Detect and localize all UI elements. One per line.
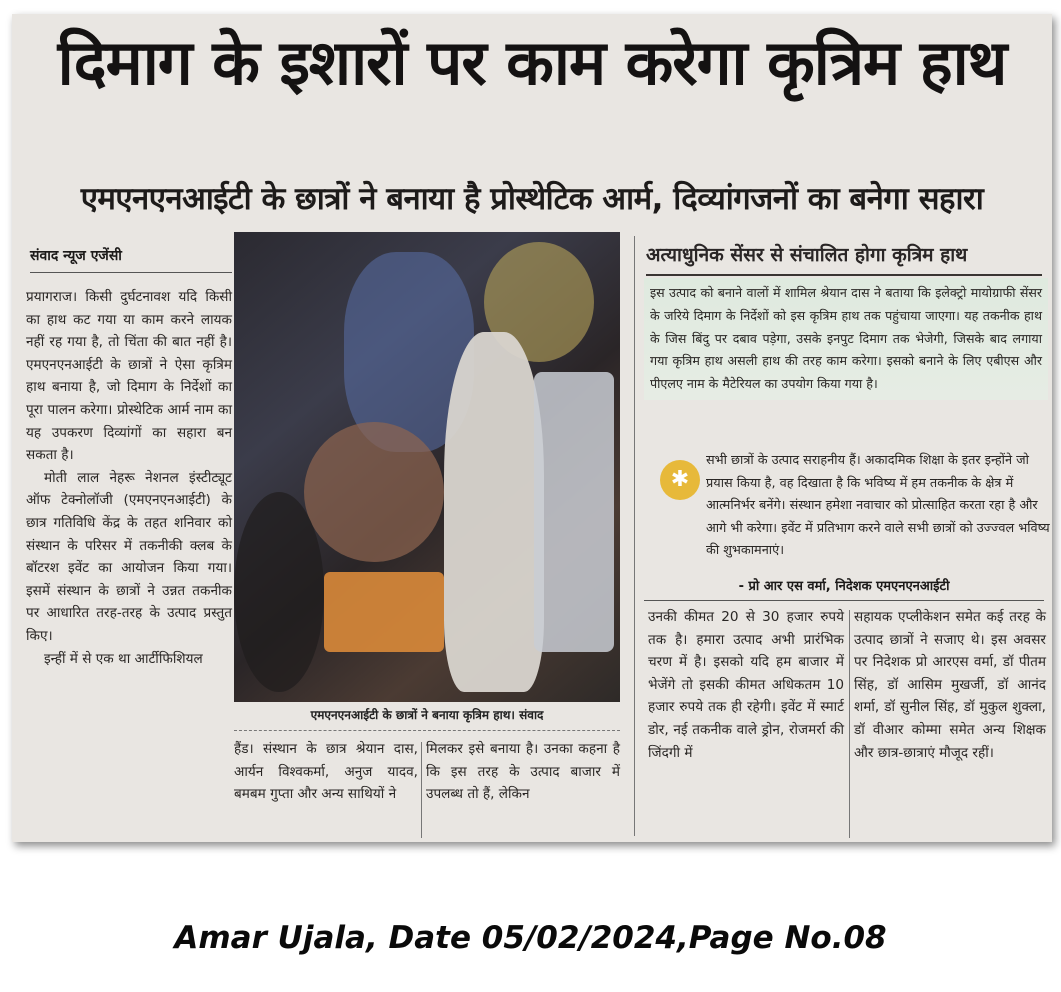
feature-title: अत्याधुनिक सेंसर से संचालित होगा कृत्रिम हाथ [646,244,968,266]
byline: संवाद न्यूज एजेंसी [30,248,122,264]
article-paragraph: इन्हीं में से एक था आर्टीफिशियल [44,650,203,667]
column-divider [421,742,422,838]
article-column-5: सहायक एप्लीकेशन समेत कई तरह के उत्पाद छात्रों ने सजाए थे। इस अवसर पर निदेशक प्रो आरएस वर्मा, डॉ पीतम सिंह, डॉ आसिम मुखर्जी, डॉ आनंद शर्मा, डॉ सुनील सिंह, डॉ मुकुल शुक्ला, डॉ वीआर कोम्मा समेत अन्य शिक्षक और छात्र-छात्राएं मौजूद रहीं। [854,609,1046,761]
article-column-3: मिलकर इसे बनाया है। उनका कहना है कि इस तरह के उत्पाद बाजार में उपलब्ध तो हैं, लेकिन [426,741,620,803]
newspaper-clipping [12,14,1052,842]
article-photo [234,232,620,702]
article-column-4: उनकी कीमत 20 से 30 हजार रुपये तक है। हमारा उत्पाद अभी प्रारंभिक चरण में है। इसको यदि हम बाजार में भेजेंगे तो इसकी कीमत अधिकतम 10 हजार रुपये तक ही रहेगी। इवेंट में स्मार्ट डोर, नई तकनीक वाले ड्रोन, रोजमर्रा की जिंदगी में [648,609,844,761]
institute-logo-icon: ✱ [660,460,700,500]
article-paragraph: प्रयागराज। किसी दुर्घटनावश यदि किसी का हाथ कट गया या काम करने लायक नहीं रह गया है, तो चिंता की बात नहीं है। एमएनएनआईटी के छात्रों ने ऐसा कृत्रिम हाथ बनाया है, जो दिमाग के निर्देशों का पूरा पालन करेगा। प्रोस्थेटिक आर्म नाम का यह उपकरण दिव्यांगों का सहारा बन सकता है। [26,289,232,464]
caption-divider [234,730,620,731]
column-divider [634,236,635,836]
source-caption: Amar Ujala, Date 05/02/2024,Page No.08 [174,920,887,956]
article-column-2: हैंड। संस्थान के छात्र श्रेयान दास, आर्यन विश्वकर्मा, अनुज यादव, बमबम गुप्ता और अन्य साथियों ने [234,741,418,803]
quote-divider [644,600,1044,601]
feature-box: इस उत्पाद को बनाने वालों में शामिल श्रेयान दास ने बताया कि इलेक्ट्रो मायोग्राफी सेंसर के जरिये दिमाग के निर्देशों को इस कृत्रिम हाथ तक पहुंचाया जाएगा। यह तकनीक हाथ के जिस बिंदु पर दबाव पड़ेगा, उसके इनपुट दिमाग तक भेजेगी, जिसके बाद लगाया गया कृत्रिम हाथ असली हाथ की तरह काम करेगा। इसको बनाने के लिए एबीएस और पीएलए नाम के मैटेरियल का उपयोग किया गया है। [644,278,1048,400]
quote-author: - प्रो आर एस वर्मा, निदेशक एमएनएनआईटी [738,579,950,594]
subheadline: एमएनएनआईटी के छात्रों ने बनाया है प्रोस्थेटिक आर्म, दिव्यांगजनों का बनेगा सहारा [80,181,984,217]
column-divider [849,610,850,838]
byline-divider [30,272,232,273]
headline: दिमाग के इशारों पर काम करेगा कृत्रिम हाथ [57,26,1007,99]
feature-divider [646,274,1042,276]
photo-caption: एमएनएनआईटी के छात्रों ने बनाया कृत्रिम हाथ। संवाद [310,708,544,722]
article-paragraph: मोती लाल नेहरू नेशनल इंस्टीट्यूट ऑफ टेक्नोलॉजी (एमएनएनआईटी) के छात्र गतिविधि केंद्र के तहत शनिवार को संस्थान के परिसर में तकनीकी क्लब के बॉटरश इवेंट का आयोजन किया गया। इसमें संस्थान के छात्रों ने उन्नत तकनीक पर आधारित तरह-तरह के उत्पाद प्रस्तुत किए। [26,469,232,644]
article-column-1 [26,286,232,670]
director-quote: सभी छात्रों के उत्पाद सराहनीय हैं। अकादमिक शिक्षा के इतर इन्होंने जो प्रयास किया है, वह दिखाता है कि भविष्य में हम तकनीक के क्षेत्र में आत्मनिर्भर बनेंगे। संस्थान हमेशा नवाचार को प्रोत्साहित करता रहा है और आगे भी करेगा। इवेंट में प्रतिभाग करने वाले सभी छात्रों को उज्ज्वल भविष्य की शुभकामनाएं। [706,453,1050,559]
